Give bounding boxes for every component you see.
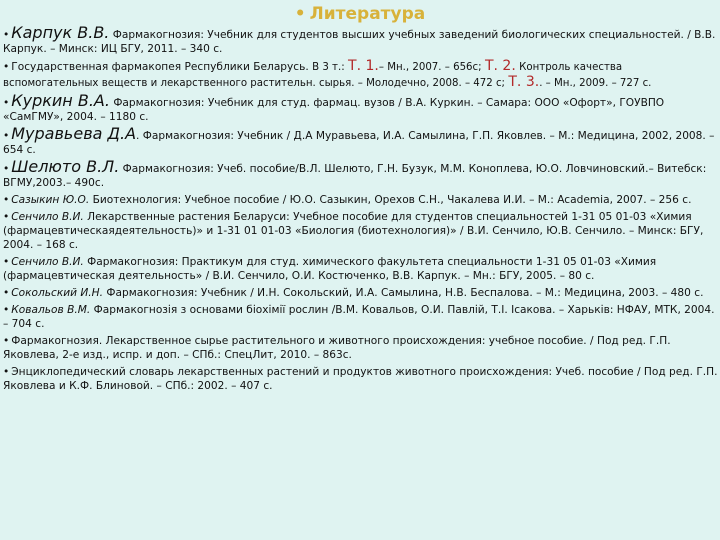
list-item [3, 124, 719, 157]
list-item [3, 59, 719, 91]
bullet-icon: • [3, 194, 10, 206]
list-item [3, 91, 719, 124]
volume-text: – Мн., 2007. – 656с; [378, 62, 482, 73]
list-item [3, 334, 719, 362]
author-name: Карпук В.В. [11, 23, 110, 42]
bullet-icon: • [3, 97, 10, 109]
reference-lead: Государственная фармакопея Республики Беларусь. [11, 61, 309, 73]
reference-text: Энциклопедический словарь лекарственных растений и продуктов животного происхождения: Учеб. пособие / Под ред. Г.П. Яковлева и К.Ф. Блиновой. – СПб.: 2002. – 407 с. [3, 366, 718, 392]
bullet-icon: • [3, 304, 10, 316]
author-name: Сокольский И.Н. [11, 287, 104, 299]
bullet-icon: • [3, 287, 10, 299]
author-name: Сазыкин Ю.О. [11, 194, 90, 206]
reference-text: Фармакогнозия: Учебник для студ. фармац. вузов / В.А. Куркин. – Самара: ООО «Офорт», ГОУВПО «СамГМУ», 2004. – 1180 с. [3, 97, 665, 123]
list-item [3, 193, 719, 207]
bullet-icon: • [3, 163, 10, 175]
list-item [3, 255, 719, 283]
author-name: Шелюто В.Л. [11, 157, 120, 176]
bullet-icon: • [3, 211, 10, 223]
reference-text: Лекарственные растения Беларуси: Учебное пособие для студентов специальностей 1-31 05 01-03 «Химия (фармацевтическаядеятельность)» и 1-31 01 01-03 «Биология (биотехнология)» / В.И. Сенчило, Ю.В. Сенчило. – Минск: БГУ, 2004. – 168 с. [3, 211, 704, 251]
volume-label: Т. 1. [348, 58, 379, 74]
reference-text: Фармакогнозія з основами біохімії рослин /В.М. Ковальов, О.И. Павлій, Т.І. Ісакова. – Харьків: НФАУ, МТК, 2004. – 704 с. [3, 304, 715, 330]
reference-volumes: В 3 т.: [312, 62, 345, 73]
bullet-icon: • [294, 4, 306, 24]
volume-label: Т. 3. [508, 74, 540, 90]
list-item [3, 303, 719, 331]
reference-text: . Фармакогнозия: Учебник / Д.А Муравьева, И.А. Самылина, Г.П. Яковлев. – М.: Медицина, 2002, 2008. – 654 с. [3, 130, 715, 156]
volume-text: Контроль качества вспомогательных веществ и лекарственного растительн. сырья. – Молодечно, 2008. – 472 с; [3, 62, 623, 89]
list-item [3, 157, 719, 190]
author-name: Сенчило В.И. [11, 256, 84, 268]
author-name: Ковальов В.М. [11, 304, 91, 316]
bullet-icon: • [3, 130, 10, 142]
list-item [3, 210, 719, 252]
list-item [3, 365, 719, 393]
bullet-icon: • [3, 335, 10, 347]
reference-text: Фармакогнозия: Учебник для студентов высших учебных заведений биологических специальностей. / В.В. Карпук. – Минск: ИЦ БГУ, 2011. – 340 с. [3, 29, 716, 55]
bullet-icon: • [3, 61, 10, 73]
reference-list [3, 23, 719, 396]
author-name: Сенчило В.И. [11, 211, 84, 223]
author-name: Куркин В.А. [11, 91, 110, 110]
volume-label: Т. 2. [484, 58, 516, 74]
author-name: Муравьева Д.А [11, 124, 137, 143]
page-title [0, 4, 720, 24]
reference-text: Фармакогнозия: Учеб. пособие/В.Л. Шелюто, Г.Н. Бузук, М.М. Коноплева, Ю.О. Ловчиновский.– Витебск: ВГМУ,2003.– 490с. [3, 163, 707, 189]
bullet-icon: • [3, 29, 10, 41]
reference-text: Фармакогнозия. Лекарственное сырье растительного и животного происхождения: учебное пособие. / Под ред. Г.П. Яковлева, 2-е изд., испр. и доп. – СПб.: СпецЛит, 2010. – 863с. [3, 335, 671, 361]
bullet-icon: • [3, 256, 10, 268]
bullet-icon: • [3, 366, 10, 378]
reference-text: Фармакогнозия: Учебник / И.Н. Сокольский, И.А. Самылина, Н.В. Беспалова. – М.: Медицина, 2003. – 480 с. [106, 287, 704, 299]
list-item [3, 23, 719, 56]
list-item [3, 286, 719, 300]
volume-text: . – Мн., 2009. – 727 с. [539, 78, 652, 89]
reference-text: Фармакогнозия: Практикум для студ. химического факультета специальности 1-31 05 01-03 «Химия (фармацевтическая деятельность» / В.И. Сенчило, О.И. Костюченко, В.В. Карпук. – Мн.: БГУ, 2005. – 80 с. [3, 256, 657, 282]
title-text: Литература [309, 4, 426, 24]
reference-text: Биотехнология: Учебное пособие / Ю.О. Сазыкин, Орехов С.Н., Чакалева И.И. – М.: Academia, 2007. – 256 с. [92, 194, 692, 206]
